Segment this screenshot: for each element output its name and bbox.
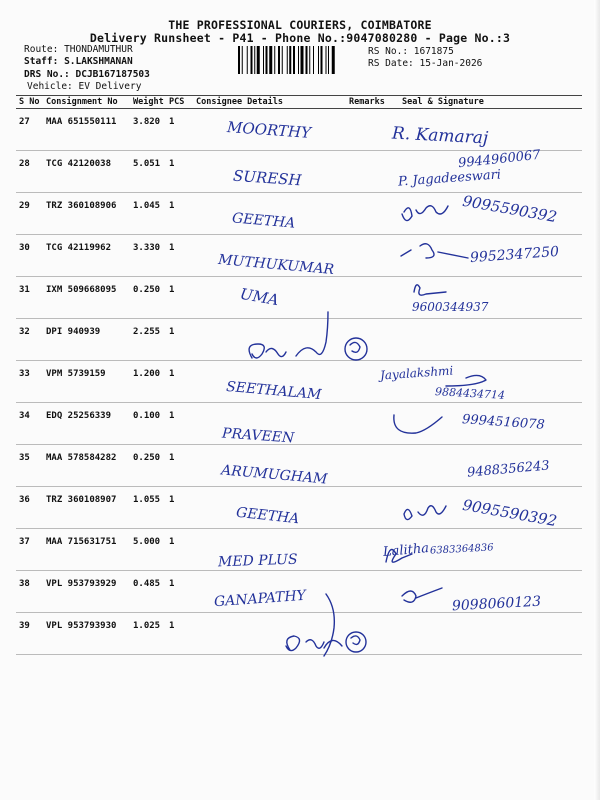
signature: Lalitha xyxy=(382,541,430,560)
cell-pcs: 1 xyxy=(166,277,193,319)
handwritten-phone: 9095590392 xyxy=(461,191,559,227)
cell-consignment: TRZ 360108907 xyxy=(43,487,130,529)
cell-consignment: TCG 42120038 xyxy=(43,151,130,193)
handwritten-name: UMA xyxy=(238,284,281,310)
table-row xyxy=(16,277,582,319)
handwritten-phone: 9488356243 xyxy=(466,458,551,481)
col-pcs: PCS xyxy=(166,96,193,109)
handwritten-phone: 9952347250 xyxy=(469,243,560,267)
cell-consignment: MAA 651550111 xyxy=(43,109,130,151)
handwritten-phone: 9884434714 xyxy=(434,385,506,402)
cell-weight: 1.045 xyxy=(130,193,166,235)
cell-seal-signature xyxy=(399,319,582,361)
table-row xyxy=(16,319,582,361)
cell-consignment: VPM 5739159 xyxy=(43,361,130,403)
cell-pcs: 1 xyxy=(166,151,193,193)
handwritten-name: GANAPATHY xyxy=(213,587,307,611)
handwritten-name: ARUMUGHAM xyxy=(220,462,328,488)
cell-sno: 30 xyxy=(16,235,43,277)
cell-pcs: 1 xyxy=(166,571,193,613)
cell-remarks xyxy=(346,193,399,235)
cell-sno: 39 xyxy=(16,613,43,655)
barcode xyxy=(237,46,363,74)
cell-consignment: MAA 578584282 xyxy=(43,445,130,487)
cell-weight: 1.055 xyxy=(130,487,166,529)
handwritten-phone: 9994516078 xyxy=(461,412,546,433)
cell-sno: 27 xyxy=(16,109,43,151)
signature: P. Jagadeeswari xyxy=(397,167,502,190)
handwritten-phone: 9098060123 xyxy=(451,593,542,615)
cell-weight: 0.485 xyxy=(130,571,166,613)
rs-number: RS No.: 1671875 xyxy=(368,46,454,57)
handwritten-name: GEETHA xyxy=(231,210,296,232)
cell-consignment: VPL 953793930 xyxy=(43,613,130,655)
cell-weight: 2.255 xyxy=(130,319,166,361)
handwritten-phone: 9944960067 xyxy=(457,147,542,172)
handwritten-name: MED PLUS xyxy=(217,551,298,571)
cell-pcs: 1 xyxy=(166,487,193,529)
signature: Jayalakshmi xyxy=(379,363,454,383)
handwritten-name: SURESH xyxy=(232,166,303,190)
cell-pcs: 1 xyxy=(166,529,193,571)
cell-sno: 31 xyxy=(16,277,43,319)
cell-sno: 36 xyxy=(16,487,43,529)
cell-remarks xyxy=(346,487,399,529)
runsheet-subtitle: Delivery Runsheet - P41 - Phone No.:9047080280 - Page No.:3 xyxy=(89,31,511,45)
cell-consignee xyxy=(193,613,346,655)
cell-weight: 1.025 xyxy=(130,613,166,655)
handwritten-name: SEETHALAM xyxy=(225,378,322,404)
handwritten-name: PRAVEEN xyxy=(221,425,295,447)
cell-consignment: TRZ 360108906 xyxy=(43,193,130,235)
table-row xyxy=(16,529,582,571)
cell-weight: 5.000 xyxy=(130,529,166,571)
rs-date: RS Date: 15-Jan-2026 xyxy=(368,58,483,69)
cell-remarks xyxy=(346,571,399,613)
route-line xyxy=(24,45,133,55)
cell-sno: 37 xyxy=(16,529,43,571)
vehicle-label: Vehicle: xyxy=(27,81,73,92)
cell-sno: 28 xyxy=(16,151,43,193)
cell-consignment: TCG 42119962 xyxy=(43,235,130,277)
cell-weight: 5.051 xyxy=(130,151,166,193)
cell-remarks xyxy=(346,445,399,487)
cell-remarks xyxy=(346,151,399,193)
table-row xyxy=(16,613,582,655)
signature: R. Kamaraj xyxy=(391,123,489,149)
cell-weight: 3.820 xyxy=(130,109,166,151)
handwritten-phone: 9600344937 xyxy=(412,300,489,314)
cell-sno: 33 xyxy=(16,361,43,403)
handwritten-phone: 6383364836 xyxy=(429,542,494,557)
cell-weight: 0.250 xyxy=(130,277,166,319)
table-header xyxy=(16,96,582,109)
drs-value: DCJB167187503 xyxy=(75,69,150,80)
handwritten-name: GEETHA xyxy=(235,504,300,528)
drs-label: DRS No.: xyxy=(24,69,70,80)
cell-pcs: 1 xyxy=(166,613,193,655)
cell-pcs: 1 xyxy=(166,361,193,403)
cell-consignment: VPL 953793929 xyxy=(43,571,130,613)
cell-sno: 29 xyxy=(16,193,43,235)
route-value: THONDAMUTHUR xyxy=(64,44,133,55)
cell-sno: 35 xyxy=(16,445,43,487)
cell-weight: 0.100 xyxy=(130,403,166,445)
vehicle-value: EV Delivery xyxy=(78,81,142,92)
col-consignee: Consignee Details xyxy=(193,96,346,109)
scan-edge xyxy=(594,0,600,800)
handwritten-name: MUTHUKUMAR xyxy=(217,251,335,279)
cell-pcs: 1 xyxy=(166,403,193,445)
cell-pcs: 1 xyxy=(166,445,193,487)
cell-remarks xyxy=(346,277,399,319)
cell-consignment: IXM 509668095 xyxy=(43,277,130,319)
handwritten-name: MOORTHY xyxy=(226,118,312,142)
cell-pcs: 1 xyxy=(166,319,193,361)
cell-consignment: EDQ 25256339 xyxy=(43,403,130,445)
cell-remarks xyxy=(346,613,399,655)
vehicle-line xyxy=(27,82,141,92)
cell-consignment: DPI 940939 xyxy=(43,319,130,361)
col-remarks: Remarks xyxy=(346,96,399,109)
col-sno: S No xyxy=(16,96,43,109)
cell-remarks xyxy=(346,403,399,445)
cell-sno: 32 xyxy=(16,319,43,361)
company-title: THE PROFESSIONAL COURIERS, COIMBATORE xyxy=(168,18,432,32)
drs-line xyxy=(24,70,150,80)
handwritten-phone: 9095590392 xyxy=(461,495,559,531)
cell-remarks xyxy=(346,319,399,361)
cell-sno: 34 xyxy=(16,403,43,445)
col-weight: Weight xyxy=(130,96,166,109)
staff-value: S.LAKSHMANAN xyxy=(64,56,133,67)
cell-pcs: 1 xyxy=(166,109,193,151)
route-label: Route: xyxy=(24,44,59,55)
col-seal-signature: Seal & Signature xyxy=(399,96,582,109)
cell-consignment: MAA 715631751 xyxy=(43,529,130,571)
cell-remarks xyxy=(346,235,399,277)
cell-remarks xyxy=(346,109,399,151)
cell-weight: 0.250 xyxy=(130,445,166,487)
staff-line xyxy=(24,57,133,67)
cell-pcs: 1 xyxy=(166,193,193,235)
cell-sno: 38 xyxy=(16,571,43,613)
cell-pcs: 1 xyxy=(166,235,193,277)
cell-weight: 1.200 xyxy=(130,361,166,403)
staff-label: Staff: xyxy=(24,56,59,67)
cell-weight: 3.330 xyxy=(130,235,166,277)
cell-seal-signature xyxy=(399,613,582,655)
cell-consignee xyxy=(193,319,346,361)
col-consignment: Consignment No xyxy=(43,96,130,109)
